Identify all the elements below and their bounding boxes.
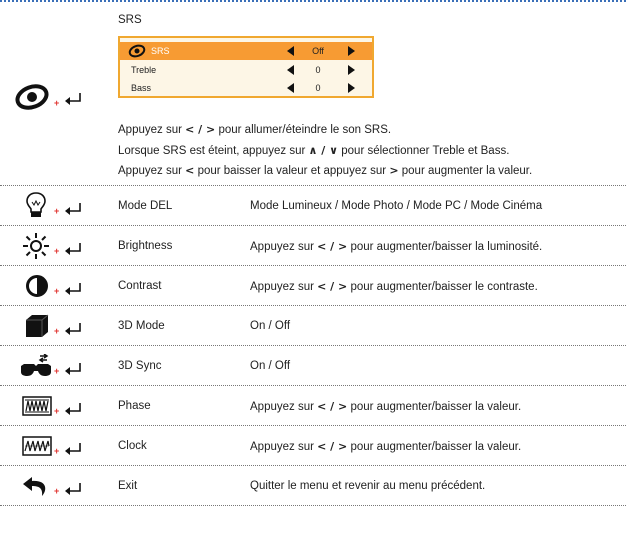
row-name: Clock: [118, 440, 147, 452]
row-name: 3D Sync: [118, 360, 162, 372]
plus-sign: +: [54, 326, 60, 336]
srs-menu-item-srs[interactable]: [120, 42, 372, 60]
arrow-left-icon[interactable]: [287, 65, 294, 75]
row-name: Brightness: [118, 240, 173, 252]
row-contrast: [0, 266, 626, 306]
clock-wave-icon: [22, 436, 52, 456]
row-desc: Appuyez sur < / > pour augmenter/baisser la valeur.: [250, 400, 522, 413]
arrow-left-icon[interactable]: [287, 83, 294, 93]
srs-title: SRS: [118, 14, 142, 26]
srs-item-label: SRS: [151, 46, 170, 56]
plus-sign: +: [54, 286, 60, 296]
treble-label: Treble: [131, 65, 157, 75]
row-desc: Mode Lumineux / Mode Photo / Mode PC / Mode Cinéma: [250, 200, 543, 212]
plus-sign: +: [54, 98, 60, 108]
cube-icon: [24, 314, 50, 338]
row-desc: Appuyez sur < / > pour augmenter/baisser le contraste.: [250, 280, 538, 293]
arrow-right-icon[interactable]: [348, 65, 355, 75]
enter-icon: [64, 282, 82, 296]
srs-menu-box: [118, 36, 374, 98]
sun-icon: [22, 232, 50, 260]
arrow-right-icon[interactable]: [348, 46, 355, 56]
row-exit: [0, 466, 626, 506]
enter-icon: [64, 322, 82, 336]
row-3d-mode: [0, 306, 626, 346]
phase-icon: [22, 396, 52, 416]
plus-sign: +: [54, 246, 60, 256]
srs-instruction-2: Lorsque SRS est éteint, appuyez sur ∧ / ∨ pour sélectionner Treble et Bass.: [118, 144, 510, 157]
srs-small-icon: [128, 44, 146, 58]
row-name: Contrast: [118, 280, 162, 292]
bass-value: 0: [315, 83, 321, 93]
plus-sign: +: [54, 206, 60, 216]
enter-icon: [64, 92, 82, 106]
row-clock: [0, 426, 626, 466]
srs-item-value: Off: [312, 46, 324, 56]
enter-icon: [64, 202, 82, 216]
row-phase: [0, 386, 626, 426]
srs-instruction-1: Appuyez sur < / > pour allumer/éteindre le son SRS.: [118, 123, 392, 136]
arrow-left-icon[interactable]: [287, 46, 294, 56]
srs-menu-item-bass[interactable]: [120, 79, 372, 97]
contrast-icon: [26, 275, 48, 297]
row-desc: Appuyez sur < / > pour augmenter/baisser la luminosité.: [250, 240, 543, 253]
3d-glasses-icon: [20, 354, 52, 378]
row-desc: On / Off: [250, 360, 291, 372]
srs-section: [0, 4, 626, 186]
bulb-icon: [26, 192, 46, 218]
row-name: Mode DEL: [118, 200, 173, 212]
srs-menu-item-treble[interactable]: [120, 61, 372, 79]
enter-icon: [64, 442, 82, 456]
plus-sign: +: [54, 366, 60, 376]
row-name: 3D Mode: [118, 320, 165, 332]
srs-icon: [14, 84, 50, 110]
plus-sign: +: [54, 406, 60, 416]
srs-instruction-3: Appuyez sur < pour baisser la valeur et appuyez sur > pour augmenter la valeur.: [118, 164, 533, 177]
exit-arrow-icon: [22, 474, 50, 500]
row-name: Exit: [118, 480, 138, 492]
arrow-right-icon[interactable]: [348, 83, 355, 93]
plus-sign: +: [54, 446, 60, 456]
row-brightness: [0, 226, 626, 266]
enter-icon: [64, 482, 82, 496]
enter-icon: [64, 402, 82, 416]
row-name: Phase: [118, 400, 151, 412]
treble-value: 0: [315, 65, 321, 75]
row-desc: Appuyez sur < / > pour augmenter/baisser la valeur.: [250, 440, 522, 453]
row-mode-del: [0, 186, 626, 226]
row-desc: On / Off: [250, 320, 291, 332]
row-3d-sync: [0, 346, 626, 386]
row-desc: Quitter le menu et revenir au menu précédent.: [250, 480, 486, 492]
bass-label: Bass: [131, 83, 152, 93]
enter-icon: [64, 362, 82, 376]
plus-sign: +: [54, 486, 60, 496]
enter-icon: [64, 242, 82, 256]
